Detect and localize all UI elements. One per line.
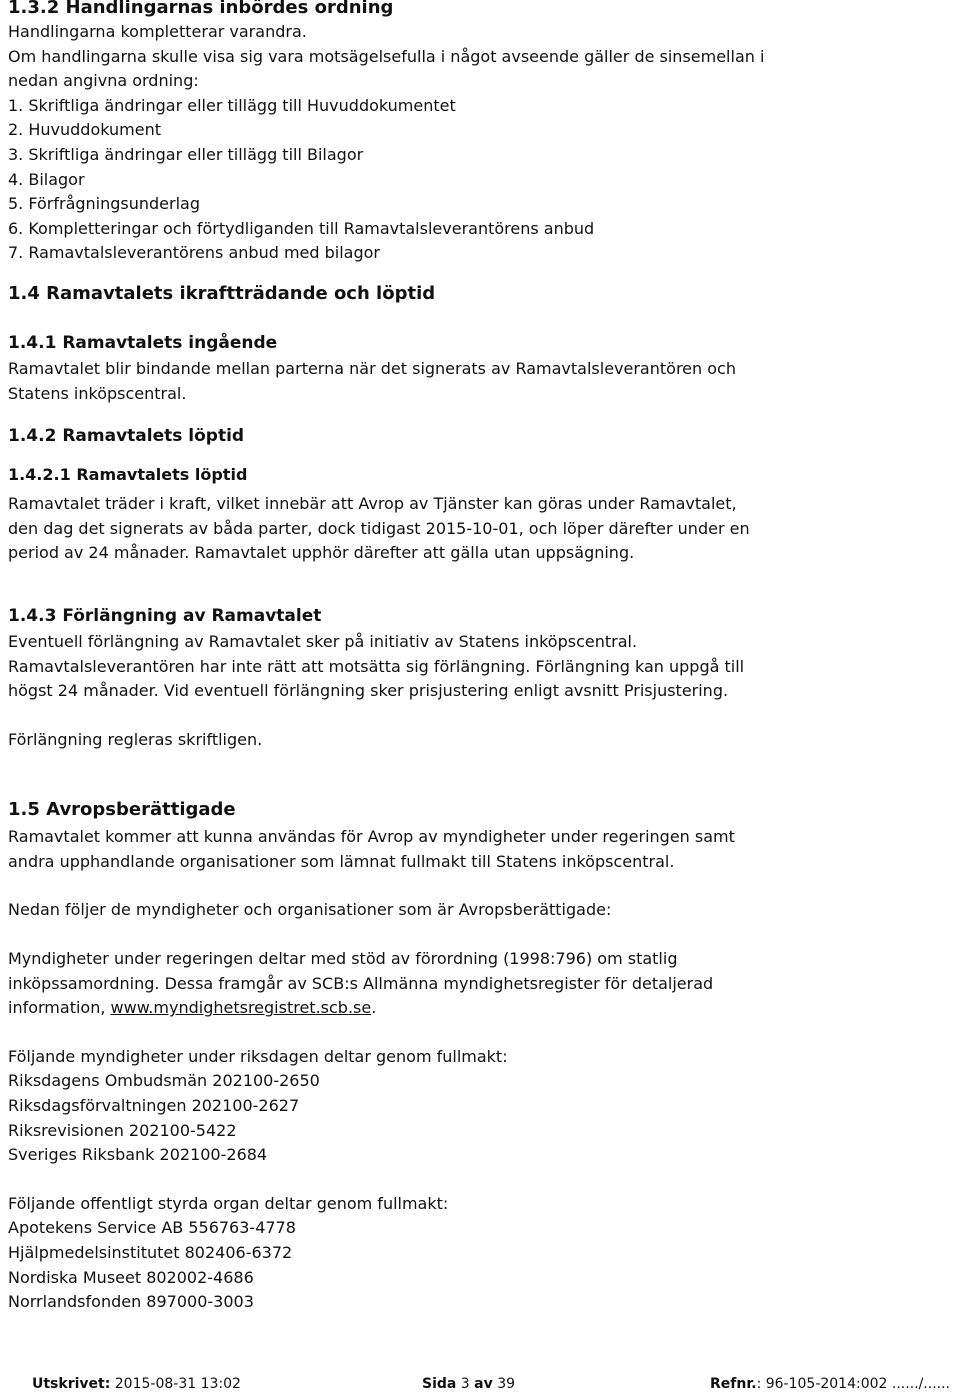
paragraph: Statens inköpscentral. [8, 383, 187, 403]
paragraph: Följande offentligt styrda organ deltar genom fullmakt: [8, 1193, 449, 1213]
list-item: Riksdagens Ombudsmän 202100-2650 [8, 1071, 320, 1091]
paragraph: Förlängning regleras skriftligen. [8, 729, 263, 749]
page-footer [0, 1369, 960, 1391]
page-label: Sida [422, 1376, 457, 1392]
list-item: Hjälpmedelsinstitutet 802406-6372 [8, 1243, 293, 1262]
printed-value: 2015-08-31 13:02 [110, 1376, 241, 1392]
printed-date [32, 1373, 241, 1395]
paragraph: Myndigheter under regeringen deltar med stöd av förordning (1998:796) om statlig [8, 949, 678, 969]
page-num: 3 [456, 1376, 475, 1392]
page-of: av [474, 1376, 493, 1392]
paragraph: nedan angivna ordning: [8, 71, 199, 91]
paragraph: Ramavtalsleverantören har inte rätt att motsätta sig förlängning. Förlängning kan uppgå till [8, 656, 745, 676]
document-page [8, 0, 953, 1315]
paragraph: Ramavtalet träder i kraft, vilket innebär att Avrop av Tjänster kan göras under Ramavtalet, [8, 494, 737, 514]
paragraph: inköpssamordning. Dessa framgår av SCB:s Allmänna myndighetsregister för detaljerad [8, 973, 714, 993]
paragraph: högst 24 månader. Vid eventuell förlängning sker prisjustering enligt avsnitt Prisjustering. [8, 681, 729, 701]
printed-label: Utskrivet: [32, 1376, 111, 1392]
list-item: 4. Bilagor [8, 169, 85, 189]
heading-1-4-3: 1.4.3 Förlängning av Ramavtalet [8, 605, 322, 626]
heading-1-4-1: 1.4.1 Ramavtalets ingående [8, 332, 278, 353]
text: information, [8, 998, 111, 1018]
list-item: 1. Skriftliga ändringar eller tillägg till Huvuddokumentet [8, 95, 456, 115]
list-item: Riksrevisionen 202100-5422 [8, 1120, 237, 1140]
paragraph: Ramavtalet blir bindande mellan parterna när det signerats av Ramavtalsleverantören och [8, 358, 736, 378]
list-item: Norrlandsfonden 897000-3003 [8, 1292, 254, 1312]
list-item: Nordiska Museet 802002-4686 [8, 1267, 254, 1287]
heading-1-4-2: 1.4.2 Ramavtalets löptid [8, 426, 245, 447]
list-item: 7. Ramavtalsleverantörens anbud med bilagor [8, 243, 380, 263]
reference-number [710, 1373, 950, 1395]
registry-link[interactable]: www.myndighetsregistret.scb.se [110, 998, 372, 1018]
paragraph: Om handlingarna skulle visa sig vara motsägelsefulla i något avseende gäller de sinsemellan i [8, 46, 765, 66]
paragraph: andra upphandlande organisationer som lämnat fullmakt till Statens inköpscentral. [8, 851, 675, 871]
page-total: 39 [492, 1376, 516, 1392]
paragraph: Eventuell förlängning av Ramavtalet sker på initiativ av Statens inköpscentral. [8, 631, 638, 651]
paragraph: den dag det signerats av båda parter, dock tidigast 2015-10-01, och löper därefter under en [8, 518, 750, 538]
heading-1-4: 1.4 Ramavtalets ikraftträdande och löptid [8, 282, 436, 304]
paragraph: Handlingarna kompletterar varandra. [8, 22, 307, 41]
heading-1-3-2: 1.3.2 Handlingarnas inbördes ordning [8, 0, 394, 18]
list-item: 6. Kompletteringar och förtydliganden till Ramavtalsleverantörens anbud [8, 218, 595, 238]
paragraph: Följande myndigheter under riksdagen deltar genom fullmakt: [8, 1046, 508, 1066]
paragraph: Nedan följer de myndigheter och organisationer som är Avropsberättigade: [8, 900, 612, 920]
heading-1-5: 1.5 Avropsberättigade [8, 799, 236, 821]
list-item: Apotekens Service AB 556763-4778 [8, 1218, 296, 1238]
list-item: 2. Huvuddokument [8, 120, 161, 140]
paragraph: period av 24 månader. Ramavtalet upphör därefter att gälla utan uppsägning. [8, 543, 635, 563]
paragraph: Ramavtalet kommer att kunna användas för Avrop av myndigheter under regeringen samt [8, 827, 735, 847]
order-list [8, 94, 953, 266]
offentligt-list [8, 1216, 953, 1314]
list-item: 5. Förfrågningsunderlag [8, 194, 201, 214]
list-item: 3. Skriftliga ändringar eller tillägg till Bilagor [8, 144, 364, 164]
heading-1-4-2-1: 1.4.2.1 Ramavtalets löptid [8, 465, 248, 485]
text: . [371, 998, 377, 1018]
riksdag-list [8, 1069, 953, 1167]
paragraph [8, 996, 953, 1021]
list-item: Sveriges Riksbank 202100-2684 [8, 1145, 268, 1165]
list-item: Riksdagsförvaltningen 202100-2627 [8, 1096, 300, 1116]
ref-label: Refnr. [710, 1376, 757, 1392]
ref-value: : 96-105-2014:002 ....../...... [756, 1376, 951, 1392]
page-number [422, 1373, 515, 1395]
